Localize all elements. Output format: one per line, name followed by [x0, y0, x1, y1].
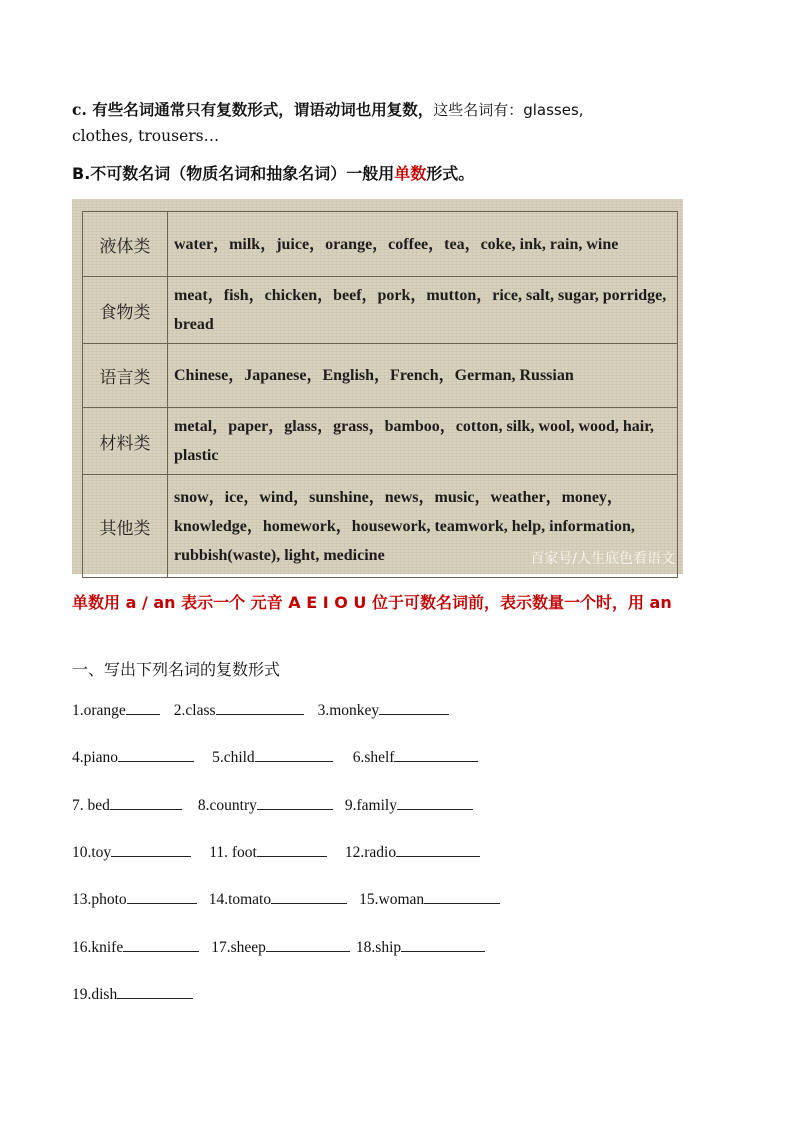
intro-line2: clothes, trousers… — [72, 127, 220, 145]
answer-blank[interactable] — [266, 937, 350, 952]
answer-blank[interactable] — [396, 842, 480, 857]
category-cell: 食物类 — [83, 277, 168, 344]
rule-b-suffix: 形式。 — [426, 164, 475, 183]
exercise-item-label: 2.class — [173, 702, 216, 719]
watermark: 百家号/人生底色看语文 — [530, 551, 675, 567]
table-row — [83, 212, 678, 277]
exercise-item-label: 15.woman — [359, 891, 425, 908]
exercise-line — [72, 842, 486, 862]
answer-blank[interactable] — [401, 937, 485, 952]
exercise-title: 一、写出下列名词的复数形式 — [72, 660, 281, 679]
table-row — [83, 277, 678, 344]
exercise-item-label: 8.country — [197, 797, 257, 814]
answer-blank[interactable] — [271, 889, 347, 904]
exercise-item-label: 17.sheep — [211, 939, 266, 956]
exercise-item-label: 5.child — [212, 749, 255, 766]
exercise-item-label: 7. bed — [72, 797, 110, 814]
rule-b-highlight: 单数 — [394, 164, 427, 183]
answer-blank[interactable] — [111, 842, 191, 857]
items-cell: Chinese，Japanese，English，French，German, Russian — [168, 344, 678, 408]
exercise-item-label: 14.tomato — [208, 891, 272, 908]
exercise-item-label: 13.photo — [72, 891, 127, 908]
items-cell: water，milk，juice，orange，coffee，tea，coke, ink, rain, wine — [168, 212, 678, 277]
category-cell: 材料类 — [83, 408, 168, 475]
answer-blank[interactable] — [397, 795, 473, 810]
items-cell: metal，paper，glass，grass，bamboo，cotton, silk, wool, wood, hair, plastic — [168, 408, 678, 475]
items-cell: snow，ice，wind，sunshine，news，music，weather，money，knowledge，homework，housework, teamwork, help, information, rubbish(waste), light, medicine — [168, 475, 678, 578]
rule-b — [72, 161, 722, 187]
answer-blank[interactable] — [257, 795, 333, 810]
exercise-item-label: 4.piano — [72, 749, 119, 766]
rule-b-prefix: B.不可数名词（物质名词和抽象名词）一般用 — [72, 164, 395, 183]
exercise-line — [72, 747, 484, 767]
intro-bold: c. 有些名词通常只有复数形式，谓语动词也用复数， — [72, 100, 434, 119]
answer-blank[interactable] — [257, 842, 327, 857]
exercise-line — [72, 795, 479, 815]
answer-blank[interactable] — [118, 747, 194, 762]
exercise-line — [72, 937, 491, 957]
exercise-line — [72, 889, 506, 909]
category-cell: 语言类 — [83, 344, 168, 408]
table-row — [83, 344, 678, 408]
exercise-item-label: 1.orange — [72, 702, 126, 719]
answer-blank[interactable] — [117, 984, 193, 999]
exercise-line — [72, 984, 199, 1004]
exercise-line — [72, 700, 455, 720]
intro-rest: 这些名词有：glasses, — [433, 101, 584, 119]
answer-blank[interactable] — [110, 795, 182, 810]
intro-paragraph — [72, 97, 722, 149]
answer-blank[interactable] — [216, 700, 304, 715]
answer-blank[interactable] — [123, 937, 199, 952]
exercise-item-label: 6.shelf — [352, 749, 395, 766]
answer-blank[interactable] — [126, 700, 160, 715]
answer-blank[interactable] — [379, 700, 449, 715]
category-cell: 其他类 — [83, 475, 168, 578]
uncountable-table — [82, 211, 678, 578]
exercise-item-label: 10.toy — [72, 844, 112, 861]
exercise-item-label: 16.knife — [72, 939, 124, 956]
exercise-item-label: 11. foot — [209, 844, 257, 861]
exercise-item-label: 3.monkey — [317, 702, 380, 719]
exercise-item-label: 18.ship — [355, 939, 402, 956]
answer-blank[interactable] — [255, 747, 333, 762]
items-cell: meat，fish，chicken，beef，pork，mutton，rice, salt, sugar, porridge, bread — [168, 277, 678, 344]
exercise-item-label: 9.family — [344, 797, 397, 814]
exercise-item-label: 12.radio — [344, 844, 397, 861]
article-note: 单数用 a / an 表示一个 元音 A E I O U 位于可数名词前，表示数量一个时，用 an — [72, 593, 672, 612]
category-cell: 液体类 — [83, 212, 168, 277]
exercise-item-label: 19.dish — [72, 986, 118, 1003]
answer-blank[interactable] — [127, 889, 197, 904]
answer-blank[interactable] — [424, 889, 500, 904]
answer-blank[interactable] — [394, 747, 478, 762]
uncountable-table-image — [72, 199, 683, 574]
table-row — [83, 408, 678, 475]
